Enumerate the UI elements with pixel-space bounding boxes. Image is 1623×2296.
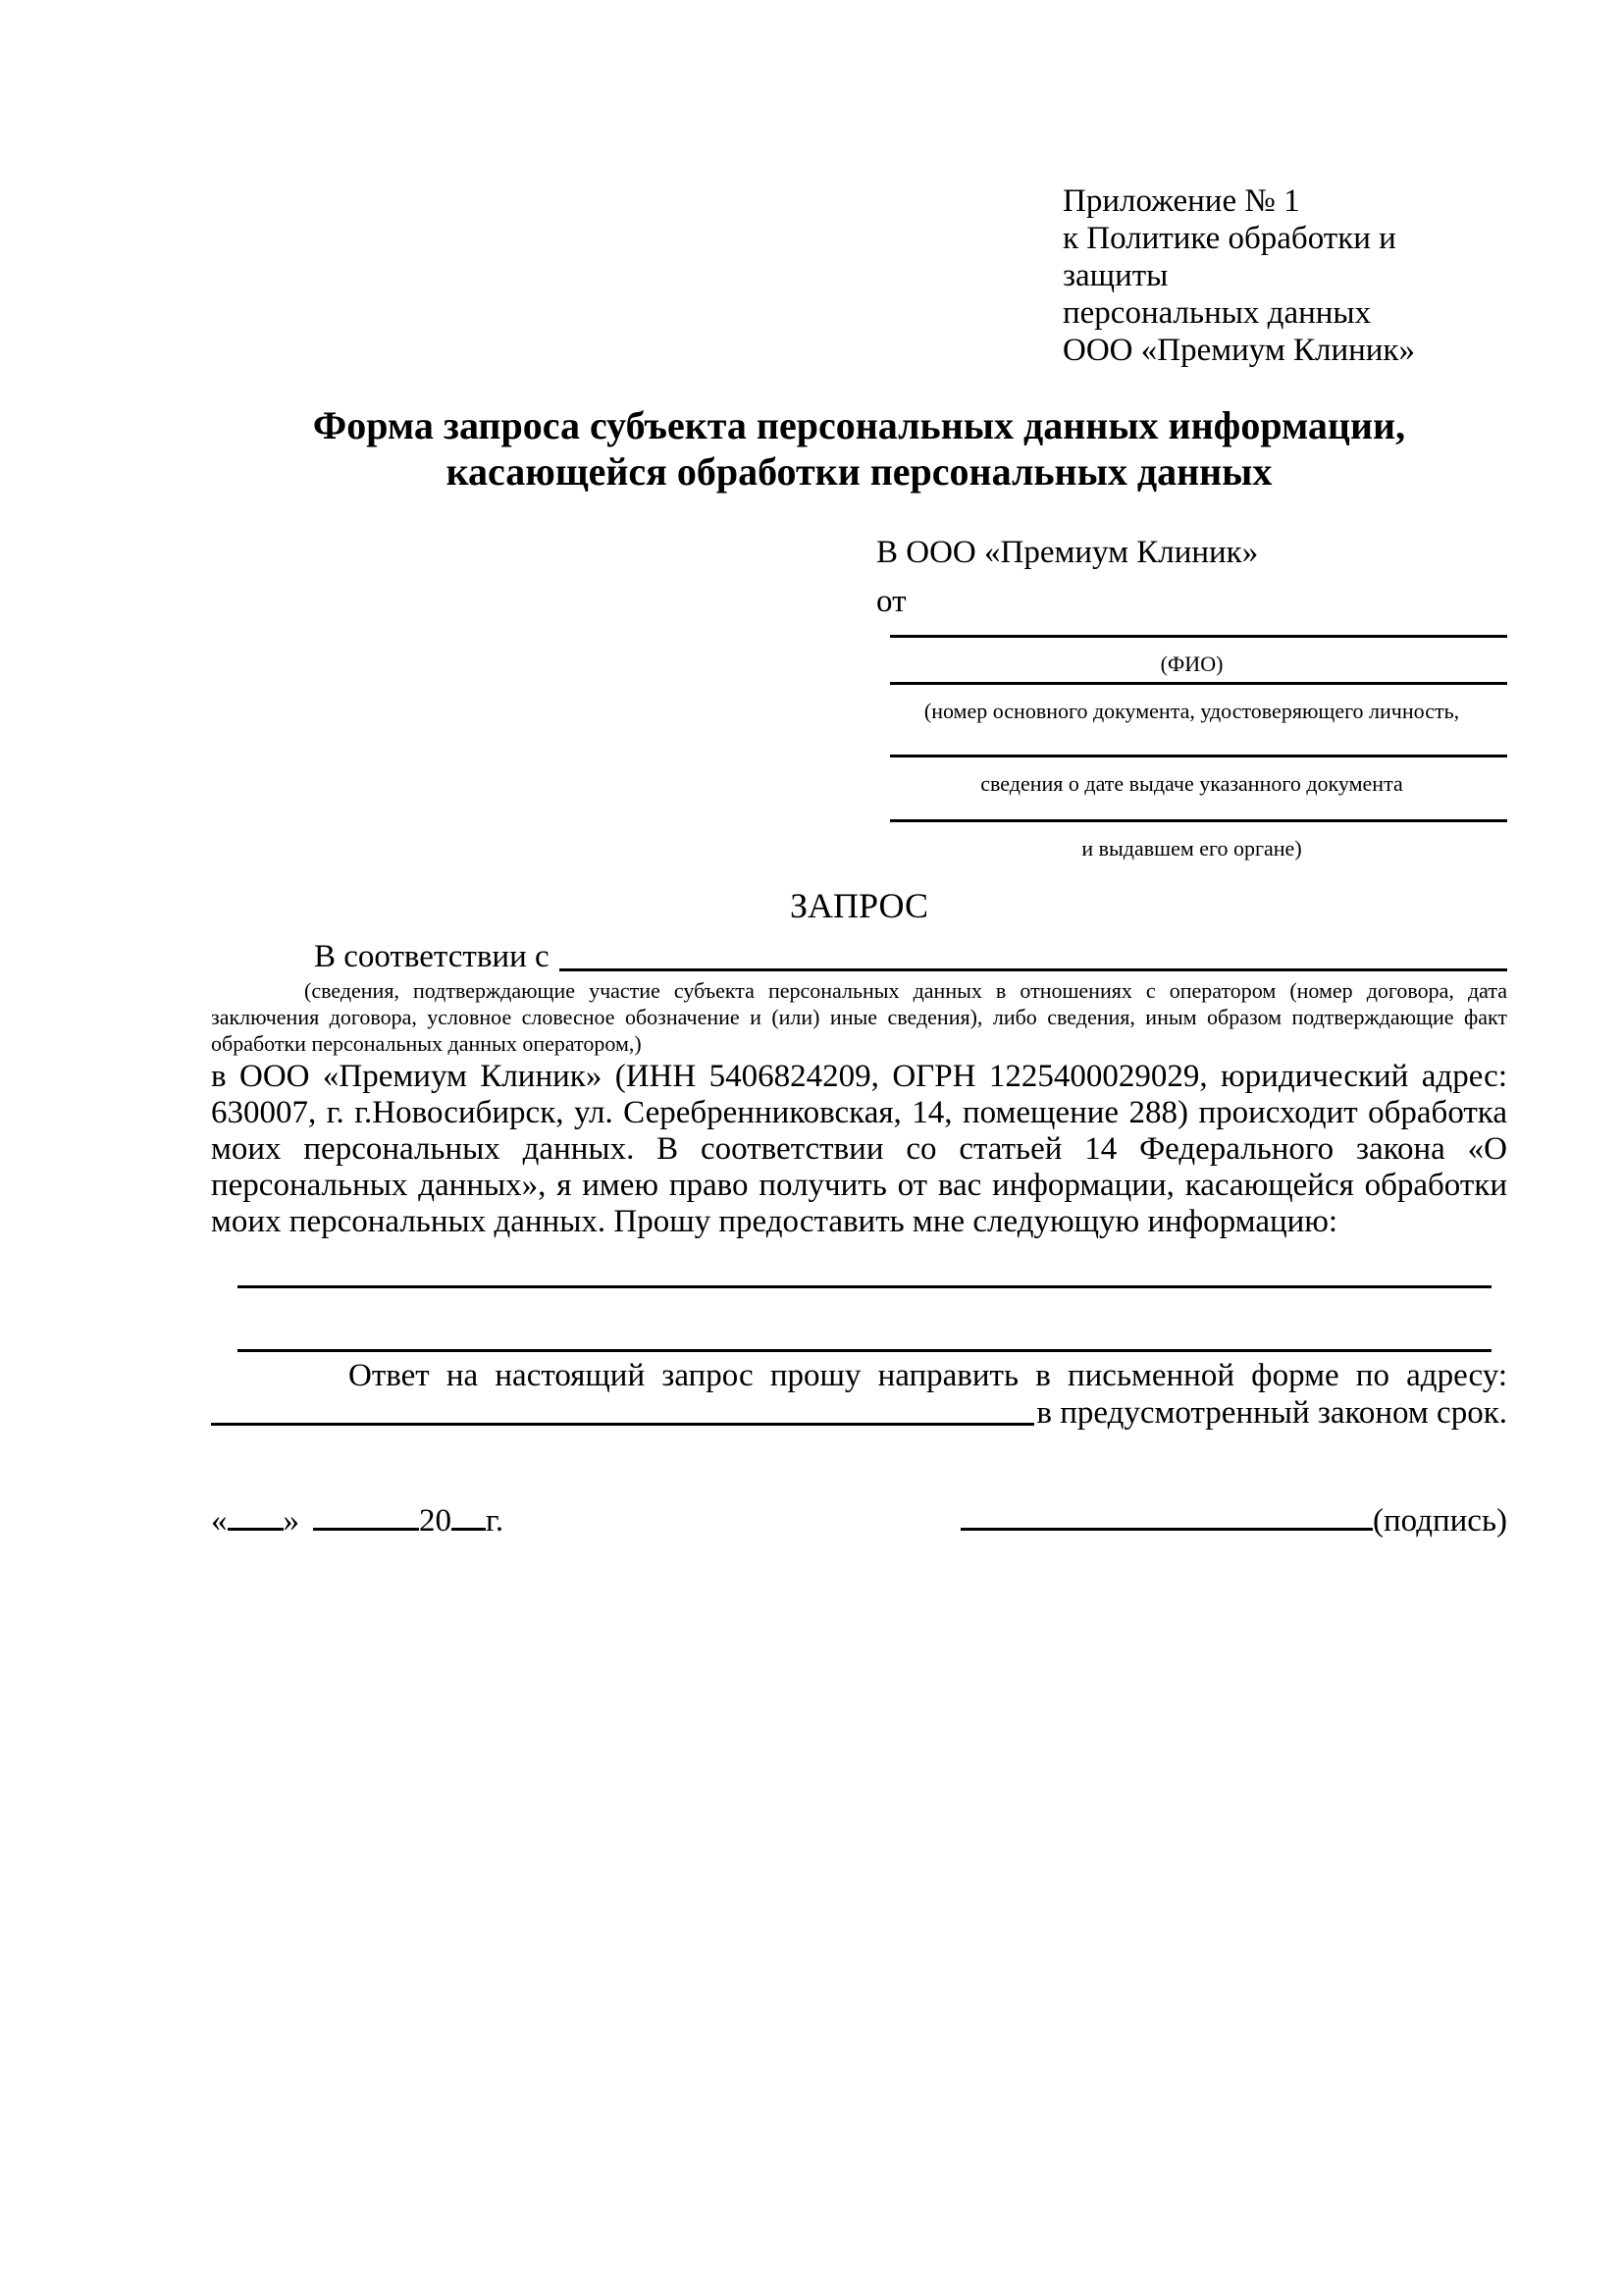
- form-title-line-2: касающейся обработки персональных данных: [445, 449, 1273, 494]
- appendix-line-2: к Политике обработки и защиты: [1063, 221, 1396, 293]
- basis-input-line[interactable]: [559, 968, 1507, 971]
- issue-date-input-line[interactable]: [890, 725, 1507, 757]
- document-content: [211, 0, 1507, 1539]
- form-title: [211, 402, 1507, 495]
- appendix-line-3: персональных данных: [1063, 295, 1372, 331]
- reply-paragraph: Ответ на настоящий запрос прошу направить в письменной форме по адресу:: [348, 1358, 1507, 1393]
- appendix-line-4: ООО «Премиум Клиник»: [1063, 333, 1415, 368]
- address-input-line[interactable]: [211, 1423, 1034, 1426]
- issuing-authority-caption: и выдавшем его органе): [1081, 836, 1302, 861]
- fio-input-line[interactable]: [890, 622, 1507, 638]
- document-number-input-line[interactable]: [890, 678, 1507, 685]
- signature-row: [211, 1502, 1507, 1539]
- fio-caption: (ФИО): [1160, 652, 1224, 676]
- reply-tail: в предусмотренный законом срок.: [1036, 1395, 1507, 1431]
- info-input-line-1[interactable]: [237, 1285, 1492, 1288]
- signature-input-line[interactable]: [961, 1504, 1373, 1531]
- form-title-line-1: Форма запроса субъекта персональных данных информации,: [312, 403, 1406, 447]
- signature-group: [961, 1502, 1507, 1539]
- addressee-from-label: от: [876, 584, 907, 619]
- info-input-line-2[interactable]: [237, 1349, 1492, 1352]
- basis-row: [211, 937, 1507, 977]
- month-input-line[interactable]: [313, 1504, 419, 1531]
- date-close-quote: »: [283, 1503, 299, 1539]
- year-input-line[interactable]: [451, 1504, 486, 1531]
- request-heading: ЗАПРОС: [790, 886, 928, 925]
- basis-footnote: (сведения, подтверждающие участие субъекта персональных данных в отношениях с оператором (номер договора, дата заключения договора, условное словесное обозначение и (или) иные сведения), либо сведения, иным образом подтверждающие факт обработки персональных данных оператором,): [211, 978, 1507, 1056]
- year-suffix: г.: [486, 1503, 504, 1539]
- basis-label: В соответствии с: [314, 939, 550, 974]
- issuing-authority-input-line[interactable]: [890, 798, 1507, 822]
- appendix-header: [1063, 183, 1507, 369]
- date-open-quote: «: [211, 1503, 228, 1539]
- addressee-to: В ООО «Премиум Клиник»: [876, 535, 1259, 570]
- addressee-block: [876, 533, 1507, 862]
- document-number-caption: (номер основного документа, удостоверяющего личность,: [923, 699, 1460, 723]
- address-row: [211, 1394, 1507, 1432]
- request-body: в ООО «Премиум Клиник» (ИНН 5406824209, ОГРН 1225400029029, юридический адрес: 630007, г. г.Новосибирск, ул. Серебренниковская, 14, помещение 288) происходит обработка моих персональных данных. В соответствии со статьей 14 Федерального закона «О персональных данных», я имею право получить от вас информации, касающейся обработки моих персональных данных. Прошу предоставить мне следующую информацию:: [211, 1059, 1507, 1239]
- issue-date-caption: сведения о дате выдаче указанного документа: [980, 771, 1403, 796]
- year-prefix: 20: [419, 1503, 451, 1539]
- date-group: [211, 1502, 503, 1539]
- day-input-line[interactable]: [228, 1504, 284, 1531]
- appendix-line-1: Приложение № 1: [1063, 183, 1300, 219]
- signature-caption: (подпись): [1373, 1503, 1507, 1539]
